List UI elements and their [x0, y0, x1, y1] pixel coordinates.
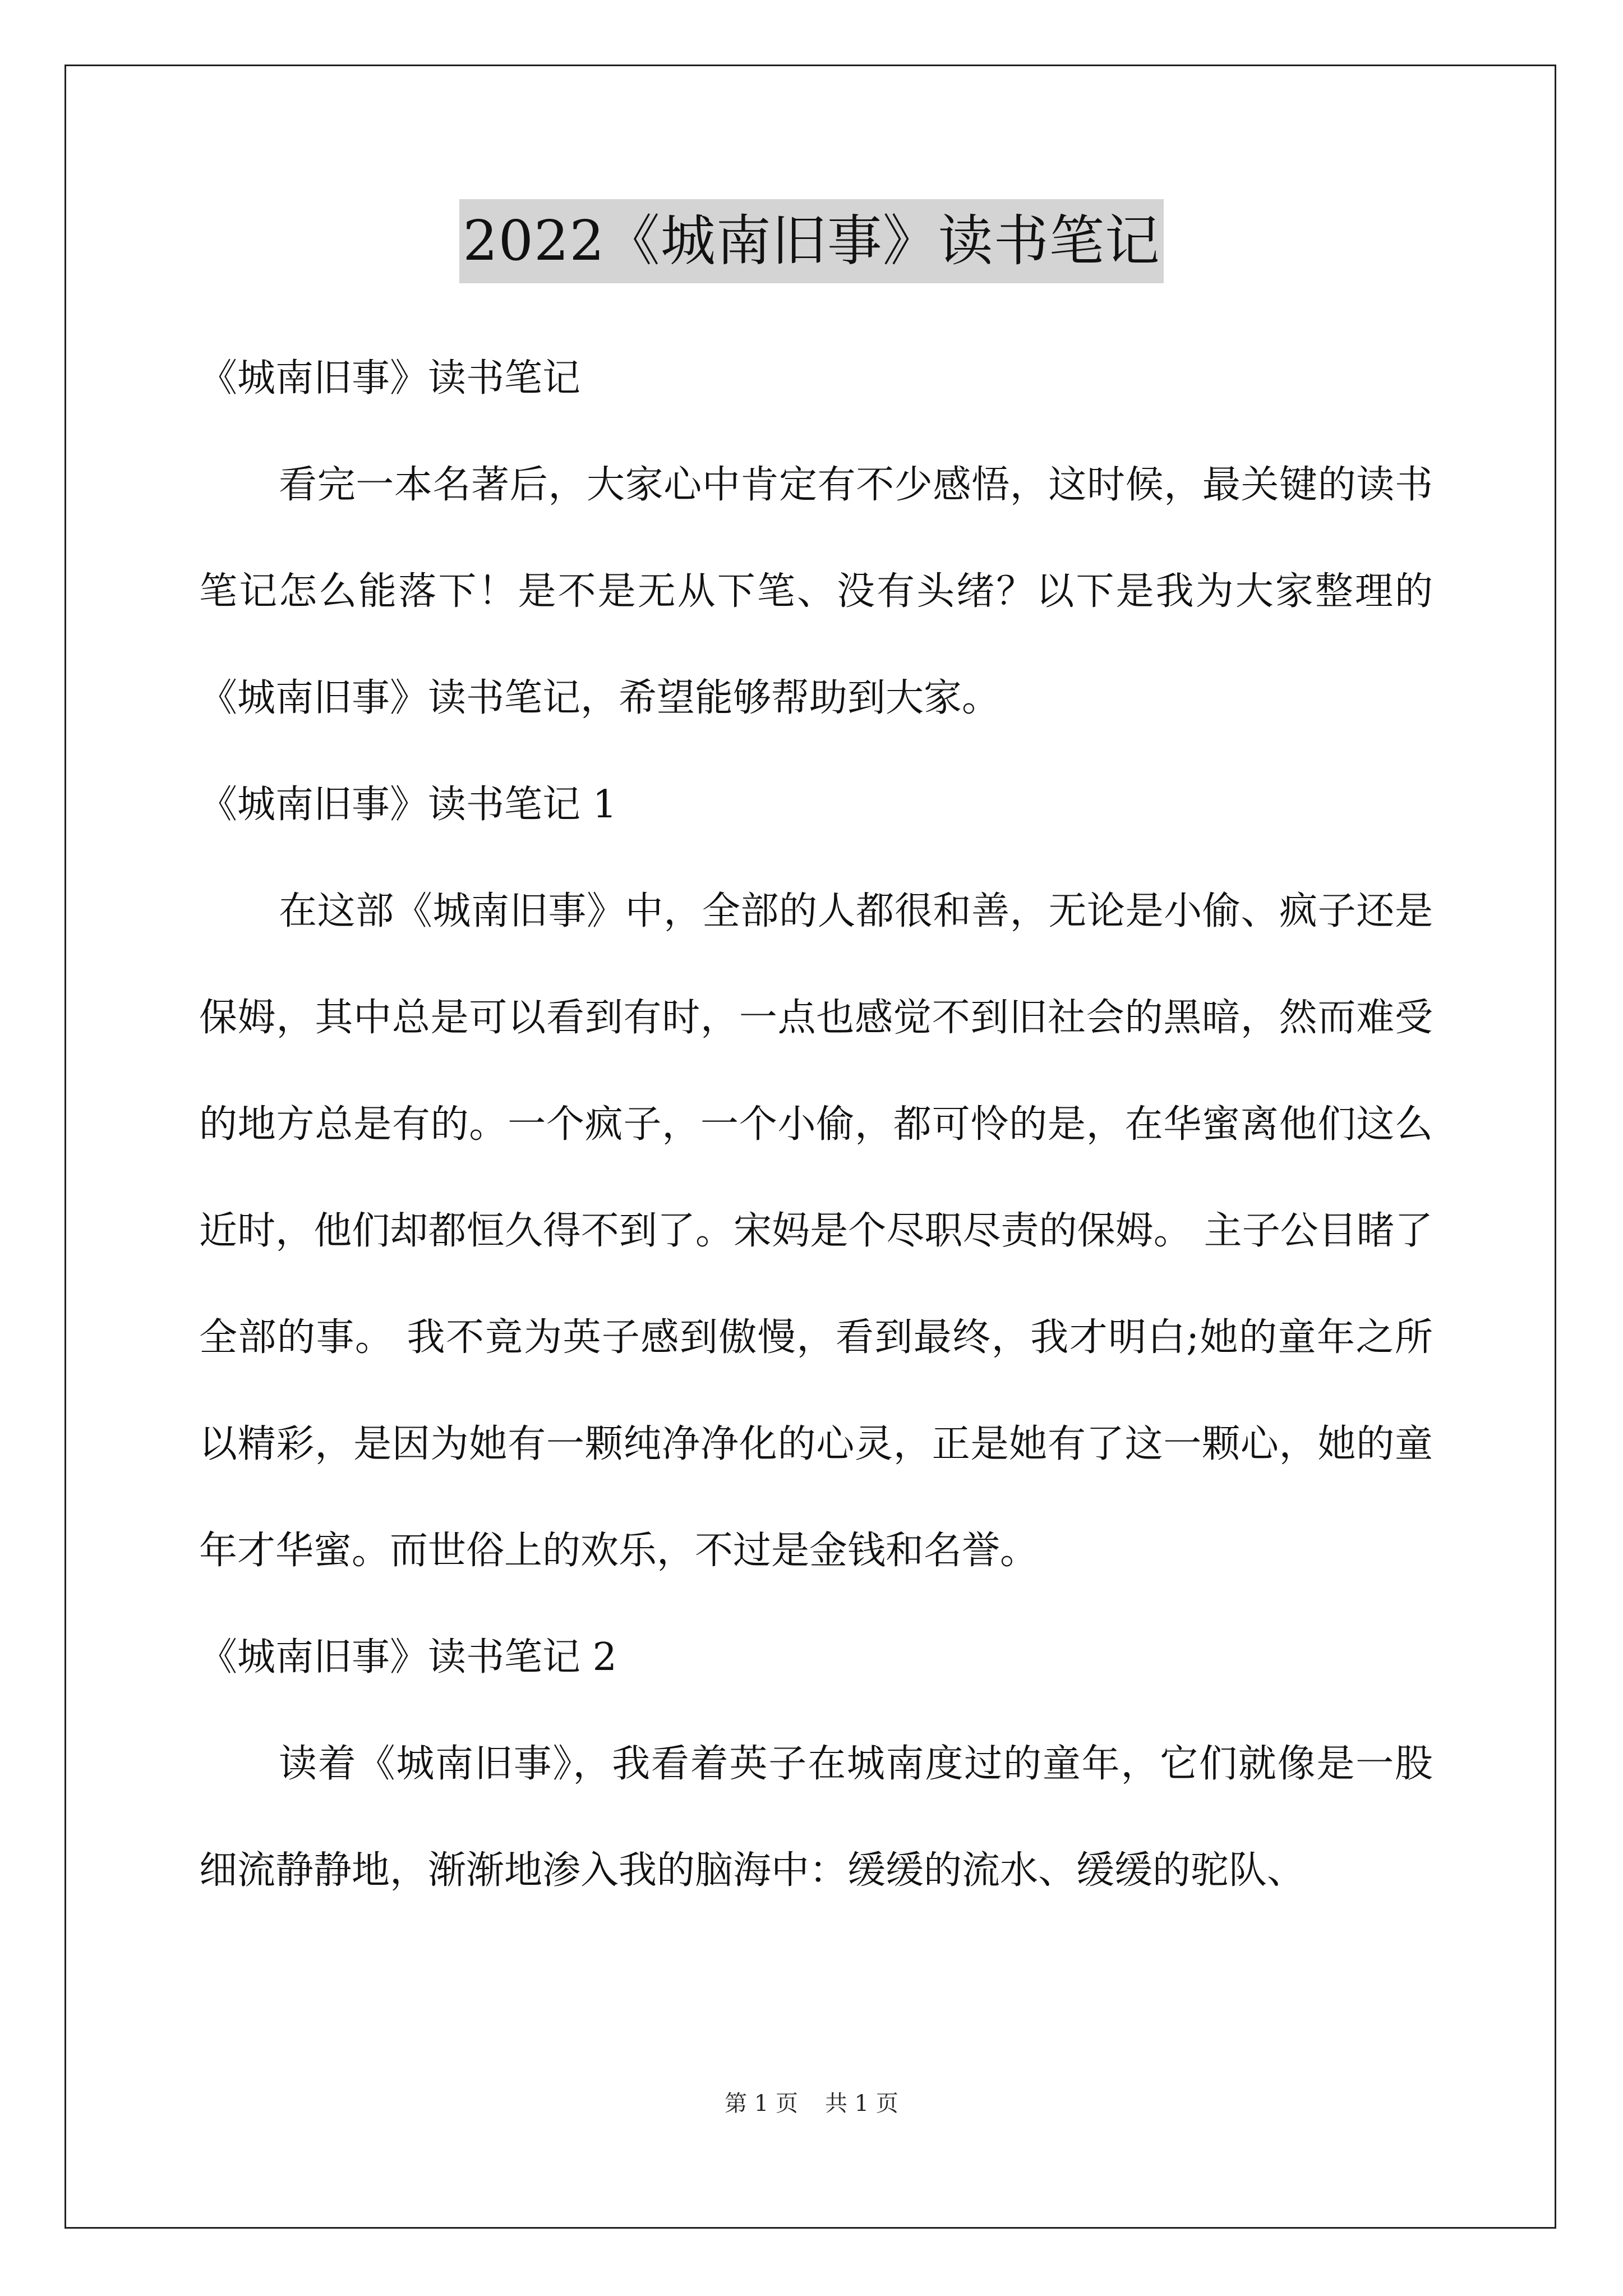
page-footer — [0, 2087, 1623, 2120]
page-number: 第 1 页 — [725, 2091, 798, 2116]
page-total: 共 1 页 — [825, 2091, 898, 2116]
body-paragraph: 看完一本名著后，大家心中肯定有不少感悟，这时候，最关键的读书笔记怎么能落下！是不是无从下笔、没有头绪？以下是我为大家整理的《城南旧事》读书笔记，希望能够帮助到大家。 — [199, 463, 1433, 720]
body-paragraph: 读着《城南旧事》，我看着英子在城南度过的童年，它们就像是一股细流静静地，渐渐地渗入我的脑海中：缓缓的流水、缓缓的驼队、 — [199, 1742, 1433, 1893]
document-title: 2022《城南旧事》读书笔记 — [459, 199, 1163, 283]
title-wrap — [0, 199, 1623, 283]
section-heading: 《城南旧事》读书笔记 2 — [199, 1635, 617, 1680]
body-paragraph: 在这部《城南旧事》中，全部的人都很和善，无论是小偷、疯子还是保姆，其中总是可以看到有时，一点也感觉不到旧社会的黑暗，然而难受的地方总是有的。一个疯子，一个小偷，都可怜的是，在华蜜离他们这么近时，他们却都恒久得不到了。宋妈是个尽职尽责的保姆。 主子公目睹了全部的事。 我不竟为英子感到傲慢，看到最终，我才明白;她的童年之所以精彩，是因为她有一颗纯净净化的心灵，正是她有了这一颗心，她的童年才华蜜。而世俗上的欢乐，不过是金钱和名誉。 — [199, 889, 1433, 1573]
document-body — [199, 325, 1433, 1924]
section-heading: 《城南旧事》读书笔记 1 — [199, 783, 617, 827]
section-heading: 《城南旧事》读书笔记 — [199, 356, 581, 401]
